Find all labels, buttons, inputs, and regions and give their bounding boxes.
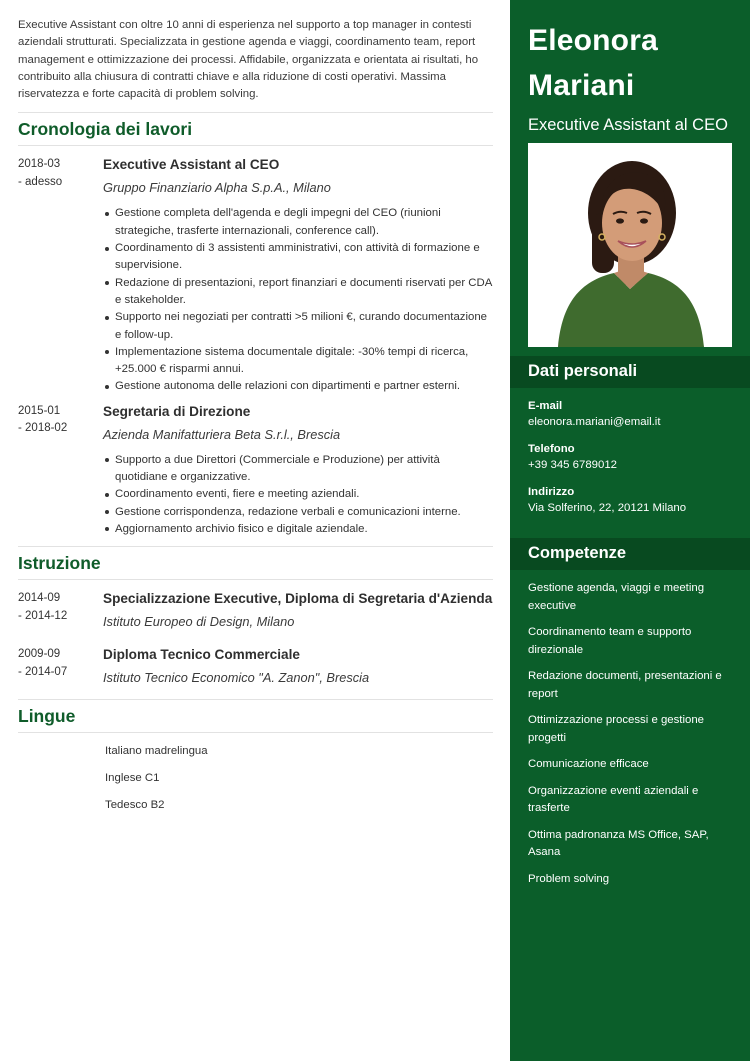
bullet-item: Gestione autonoma delle relazioni con dipartimenti e partner esterni. (103, 378, 493, 395)
education-entry (18, 645, 493, 686)
bullet-item: Supporto nei negoziati per contratti >5 milioni €, curando documentazione e follow-up. (103, 309, 493, 344)
job-bullets (103, 205, 493, 395)
candidate-role: Executive Assistant al CEO (528, 116, 728, 134)
section-title-personal: Dati personali (510, 356, 750, 388)
job-entry (18, 155, 493, 395)
job-title: Executive Assistant al CEO (103, 157, 280, 173)
education-entry (18, 589, 493, 630)
date-end: - 2018-02 (18, 422, 68, 435)
bullet-item: Gestione completa dell'agenda e degli impegni del CEO (riunioni strategiche, trasferte internazionali, conference call). (103, 205, 493, 240)
skill-item: Problem solving (528, 872, 610, 885)
language-item: Inglese C1 (105, 772, 160, 785)
profile-summary: Executive Assistant con oltre 10 anni di esperienza nel supporto a top manager in contesti aziendali strutturati. Specializzata in gestione agenda e viaggi, coordinamento team, report management e ottimizzazione dei processi. Affidabile, organizzata e orientata ai risultati, ho contribuito alla chiusura di contratti chiave e alla riduzione di costi operativi. Massima riservatezza e forte capacità di problem solving. (18, 19, 479, 101)
job-date (18, 402, 103, 538)
skills-list (528, 580, 738, 897)
skill-item: Gestione agenda, viaggi e meeting executive (528, 582, 705, 612)
skill-item: Organizzazione eventi aziendali e trasferte (528, 784, 699, 814)
portrait-illustration (528, 143, 732, 347)
date-end: - 2014-12 (18, 609, 68, 622)
bullet-item: Supporto a due Direttori (Commerciale e Produzione) per attività quotidiane e organizzative. (103, 452, 493, 487)
personal-info (528, 398, 738, 527)
bullet-item: Gestione corrispondenza, redazione verbali e comunicazioni interne. (103, 504, 493, 521)
sidebar (510, 0, 750, 1061)
job-bullets (103, 452, 493, 538)
education-date (18, 589, 103, 630)
job-company: Gruppo Finanziario Alpha S.p.A., Milano (103, 180, 331, 196)
bullet-item: Coordinamento di 3 assistenti amministrativi, con attività di formazione e supervisione. (103, 240, 493, 275)
language-item: Tedesco B2 (105, 799, 165, 812)
skill-item: Ottima padronanza MS Office, SAP, Asana (528, 828, 709, 858)
education-title: Specializzazione Executive, Diploma di Segretaria d'Azienda (103, 591, 493, 607)
bullet-item: Aggiornamento archivio fisico e digitale aziendale. (103, 521, 493, 538)
skill-item: Ottimizzazione processi e gestione progetti (528, 714, 705, 744)
job-company: Azienda Manifatturiera Beta S.r.l., Brescia (103, 426, 341, 442)
bullet-item: Redazione di presentazioni, report finanziari e documenti riservati per CDA e stakeholder. (103, 275, 493, 310)
phone-value: +39 345 6789012 (528, 459, 618, 471)
email-value: eleonora.mariani@email.it (528, 416, 661, 428)
date-start: 2014-09 (18, 592, 61, 605)
last-name: Mariani (528, 69, 635, 102)
section-title-education: Istruzione (18, 546, 493, 580)
job-date (18, 155, 103, 395)
email-label: E-mail (528, 400, 563, 412)
first-name: Eleonora (528, 24, 658, 57)
skill-item: Coordinamento team e supporto direzionale (528, 626, 692, 656)
bullet-item: Implementazione sistema documentale digitale: -30% tempi di ricerca, +25.000 € risparmi annui. (103, 344, 493, 379)
skill-item: Comunicazione efficace (528, 758, 649, 770)
bullet-item: Coordinamento eventi, fiere e meeting aziendali. (103, 486, 493, 503)
main-column (18, 0, 493, 824)
language-item: Italiano madrelingua (105, 745, 208, 758)
job-title: Segretaria di Direzione (103, 403, 251, 419)
address-value: Via Solferino, 22, 20121 Milano (528, 502, 687, 514)
education-title: Diploma Tecnico Commerciale (103, 647, 300, 663)
section-title-work: Cronologia dei lavori (18, 112, 493, 146)
date-end: - adesso (18, 175, 63, 188)
education-date (18, 645, 103, 686)
date-start: 2009-09 (18, 648, 61, 661)
job-entry (18, 402, 493, 538)
date-end: - 2014-07 (18, 665, 68, 678)
education-school: Istituto Tecnico Economico "A. Zanon", Brescia (103, 670, 370, 686)
skill-item: Redazione documenti, presentazioni e report (528, 670, 722, 700)
language-list (105, 743, 493, 814)
phone-label: Telefono (528, 443, 575, 455)
section-title-languages: Lingue (18, 699, 493, 733)
address-label: Indirizzo (528, 486, 575, 498)
date-start: 2015-01 (18, 404, 61, 417)
date-start: 2018-03 (18, 158, 61, 171)
candidate-name (510, 0, 750, 108)
section-title-skills: Competenze (510, 538, 750, 570)
profile-photo (528, 143, 732, 347)
education-school: Istituto Europeo di Design, Milano (103, 614, 295, 630)
